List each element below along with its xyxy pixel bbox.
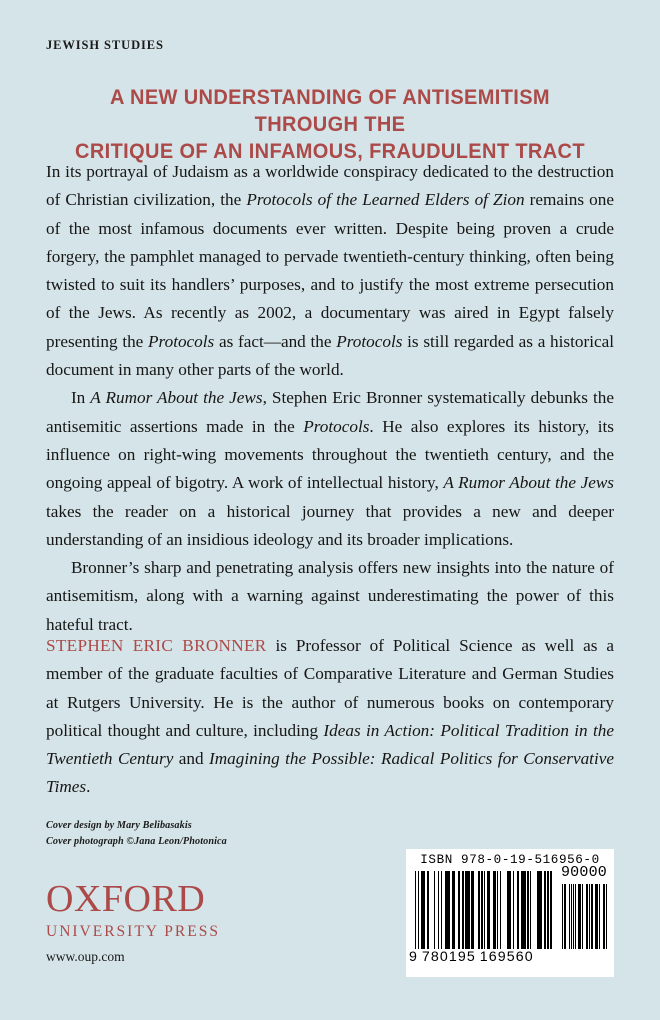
ean-lead-digit: 9 [409,949,417,965]
blurb-p2-text-b: , Stephen Eric Bronner systematically debunks the antisemitic assertions made in the [46,388,614,436]
blurb-p1-text-b: remains one of the most infamous documents ever written. Despite being proven a crude forgery, the pamphlet managed to pervade twentieth-century thinking, often being twisted to suit its handlers’ purposes, and to justify the most extreme persecution of the Jews. As recently as 2002, a documentary was aired in Egypt falsely presenting the [46,190,614,351]
ean13-human-readable-digits [409,949,557,965]
blurb-paragraph-3: Bronner’s sharp and penetrating analysis offers new insights into the nature of antisemitism, along with a warning against underestimating the power of this hateful tract. [46,558,614,634]
blurb-paragraph-1 [46,158,614,384]
blurb-paragraph-2 [46,384,614,554]
ean-group-2: 169560 [479,949,534,965]
publisher-url: www.oup.com [46,949,125,964]
cover-headline [66,84,594,165]
cover-design-credit: Cover design by Mary Belibasakis [46,820,192,831]
headline-line-1: A NEW UNDERSTANDING OF ANTISEMITISM THROUGH THE [110,85,550,136]
blurb-p2-text-d: takes the reader on a historical journey that provides a new and deeper understanding of an insidious ideology and its broader implications. [46,501,614,549]
blurb-p1-text-a: In its portrayal of Judaism as a worldwide conspiracy dedicated to the destruction of Christian civilization, the [46,162,614,210]
series-label: JEWISH STUDIES [46,38,164,52]
author-bio-text-a: is Professor of Political Science as well as a member of the graduate faculties of Comparative Literature and German Studies at Rutgers University. He is the author of numerous books on contemporary political thought and culture, including [46,636,615,740]
ean-group-1: 780195 [421,949,476,965]
blurb-text [46,158,614,639]
publisher-name: OXFORD [46,878,206,920]
author-bio-text-b: and [173,749,210,769]
cover-photograph-credit: Cover photograph ©Jana Leon/Photonica [46,835,227,847]
blurb-p2-title-3: A Rumor About the Jews [443,473,614,493]
blurb-p1-text-d: is still regarded as a historical document in many other parts of the world. [46,331,615,380]
blurb-p1-title-3: Protocols [336,331,403,351]
author-name: STEPHEN ERIC BRONNER [46,636,267,655]
blurb-p2-title-1: A Rumor About the Jews [90,388,263,408]
isbn-number: ISBN 978-0-19-516956-0 [420,853,600,867]
isbn-barcode-panel [406,849,614,977]
blurb-p2-title-2: Protocols [303,416,370,436]
author-bio-title-2: Imagining the Possible: Radical Politics for Conservative Times [46,749,614,797]
publisher-subtitle: UNIVERSITY PRESS [46,923,220,940]
blurb-p2-text-c: . He also explores its history, its influence on right-wing movements throughout the twentieth century, and the ongoing appeal of bigotry. A work of intellectual history, [46,416,614,493]
barcode-addon-digits: 90000 [560,864,607,881]
publisher-logo [46,880,220,966]
ean13-barcode-bars [415,871,552,949]
cover-credits [46,818,227,849]
blurb-p1-title-2: Protocols [148,331,215,351]
headline-line-2: CRITIQUE OF AN INFAMOUS, FRAUDULENT TRACT [75,139,585,163]
blurb-p1-title-1: Protocols of the Learned Elders of Zion [246,190,525,210]
blurb-p2-text-a: In [70,388,91,408]
author-bio-paragraph [46,632,614,802]
author-bio-text-c: . [86,777,91,797]
author-bio-title-1: Ideas in Action: Political Tradition in the Twentieth Century [46,720,614,769]
ean5-addon-barcode-bars [561,884,607,949]
blurb-p1-text-c: as fact—and the [214,331,337,351]
author-bio [46,632,614,802]
